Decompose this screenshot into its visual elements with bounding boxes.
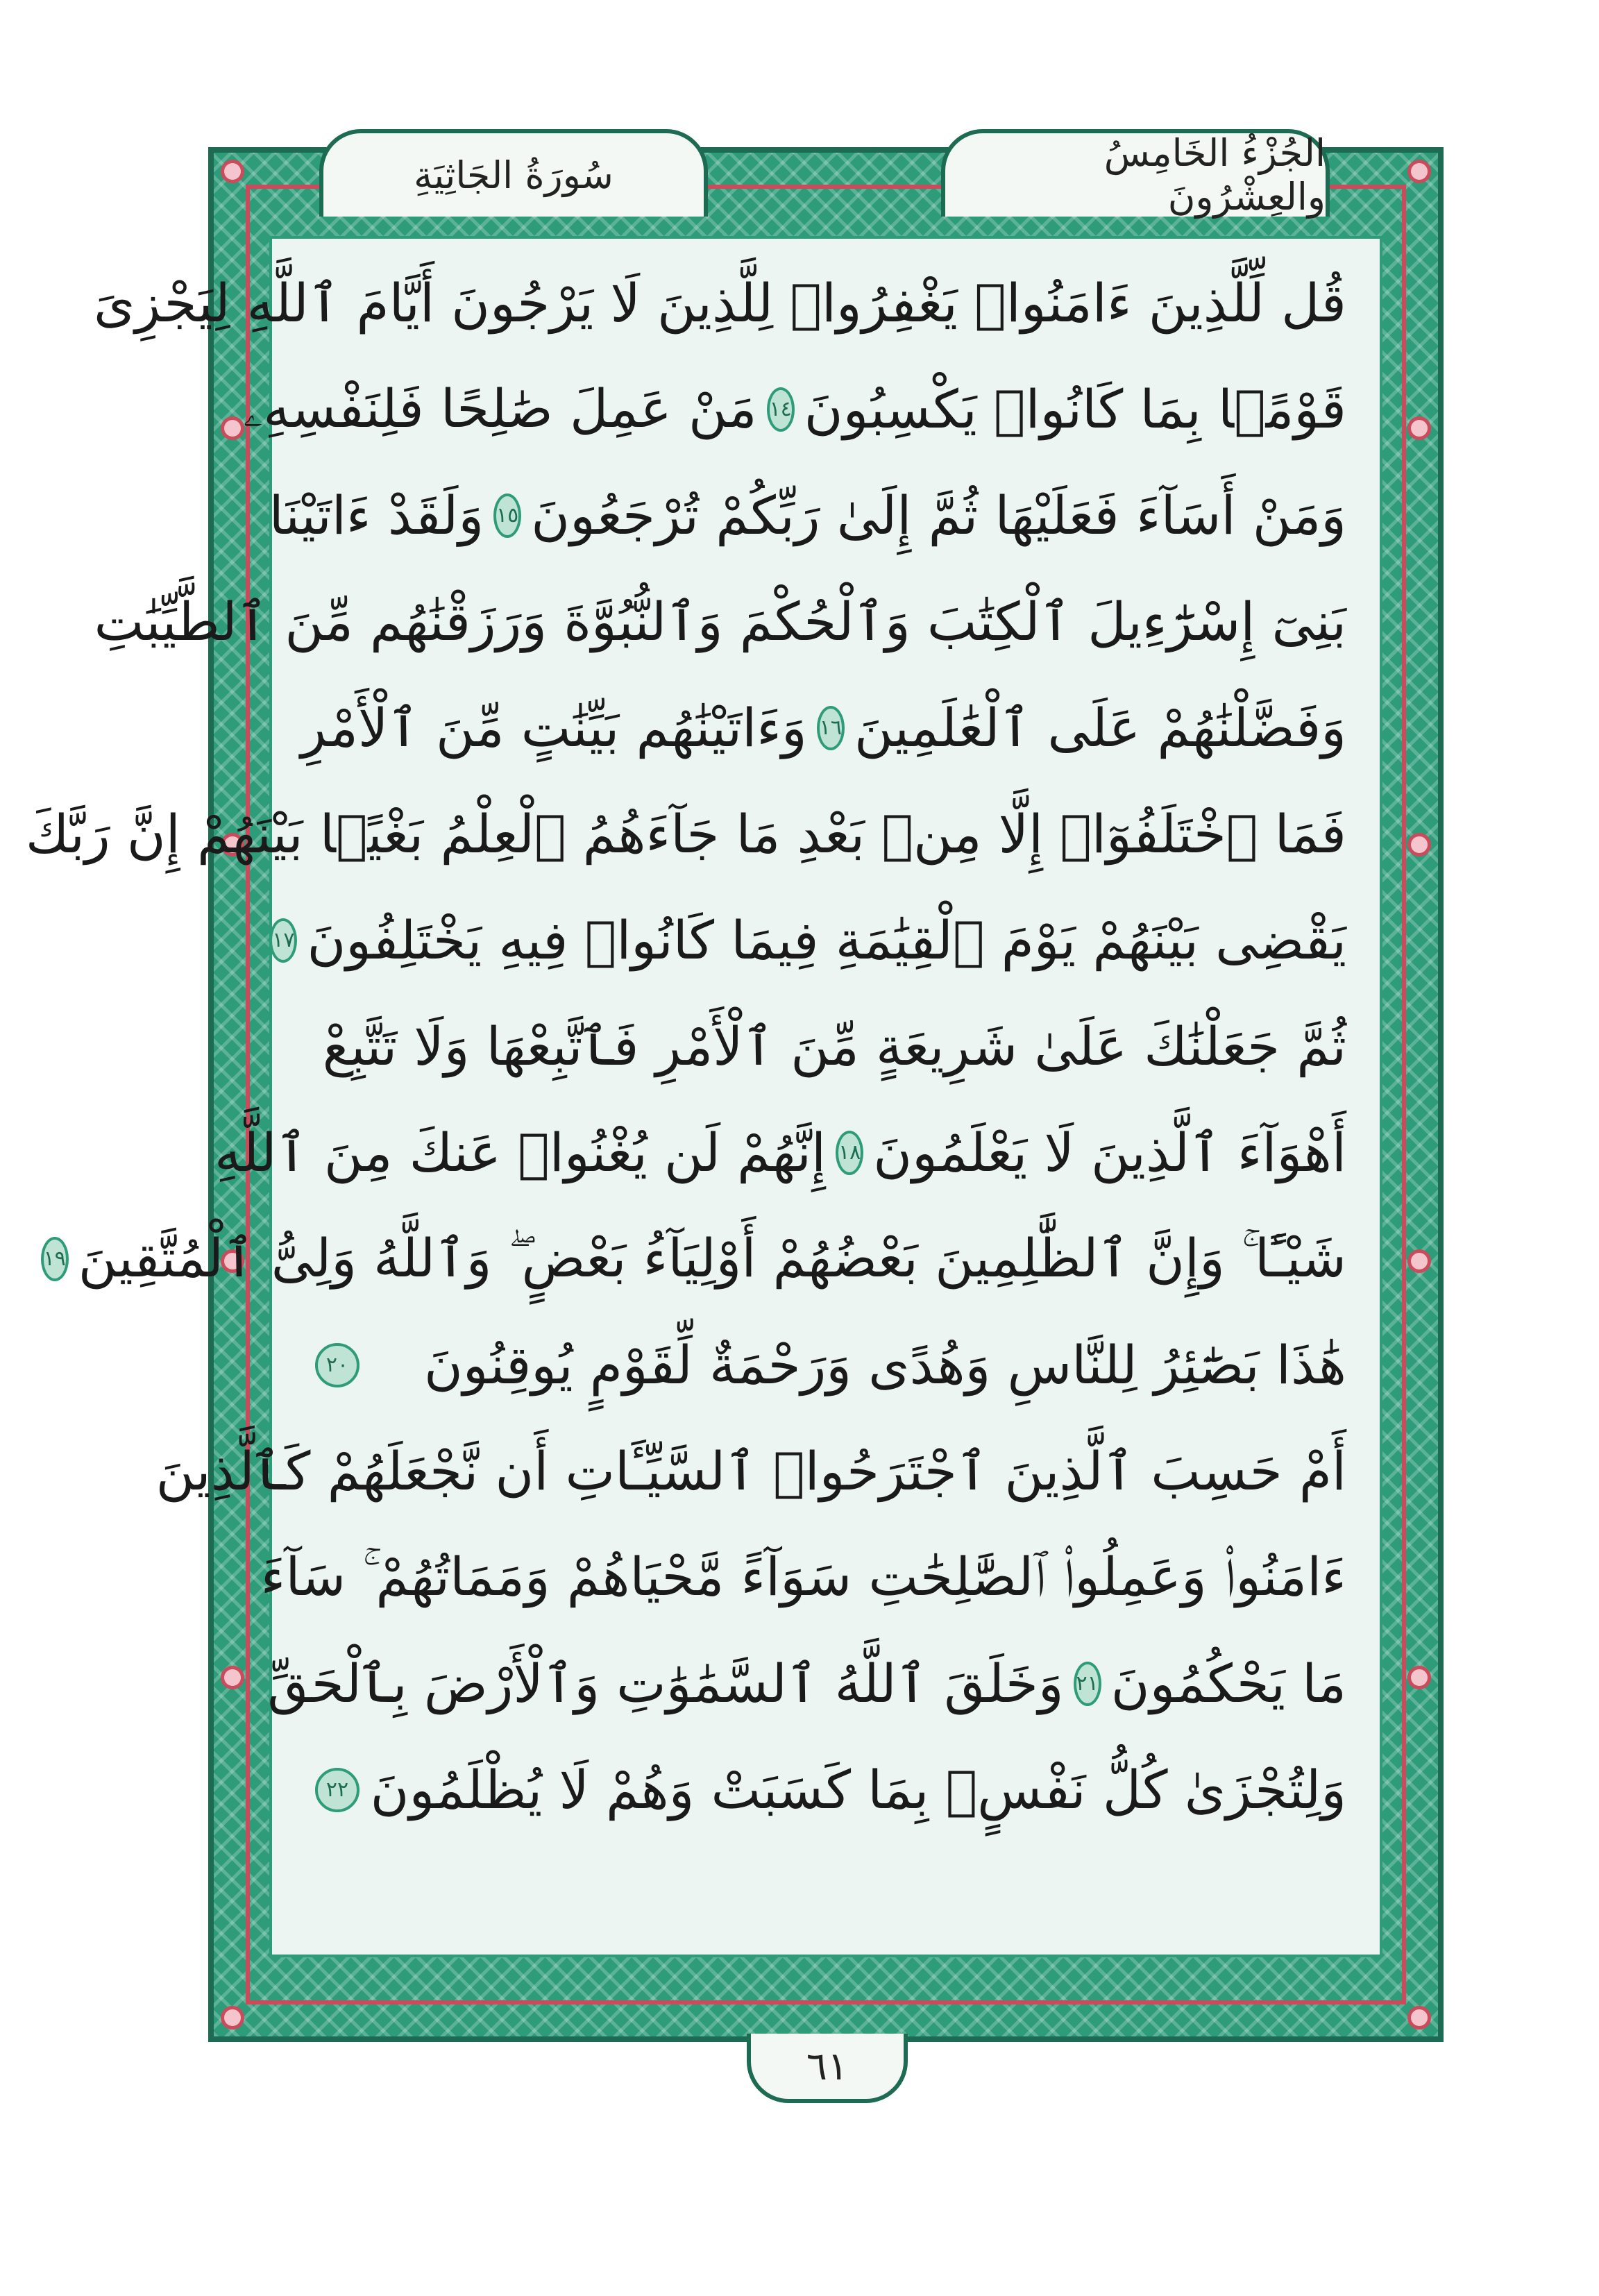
line-text: مَا يَحْكُمُونَ [1110, 1653, 1346, 1714]
verse-line-2 [243, 356, 1346, 462]
corner-rosette-icon [1407, 160, 1431, 183]
page-number: ٦١ [806, 2043, 849, 2089]
juz-header [941, 129, 1330, 217]
verse-line-6 [25, 781, 1346, 887]
line-text: قَوْمًۢا بِمَا كَانُوا۟ يَكْسِبُونَ [804, 378, 1346, 440]
line-text: مَنْ عَمِلَ صَٰلِحًا فَلِنَفْسِهِۦ [243, 378, 757, 439]
surah-name-header [319, 129, 708, 217]
verse-line-8 [305, 993, 1346, 1099]
verse-line-1 [94, 250, 1346, 356]
verse-line-11 [305, 1312, 1346, 1418]
border-rosette-icon [1407, 416, 1431, 440]
line-text: وَلَقَدْ ءَاتَيْنَا [269, 484, 484, 546]
line-text: وَءَاتَيْنَٰهُم بَيِّنَٰتٍ مِّنَ ٱلْأَمْرِ [301, 697, 807, 759]
border-rosette-icon [221, 1666, 244, 1689]
corner-rosette-icon [221, 2006, 244, 2029]
ayah-number-marker: ٢١ [1074, 1662, 1101, 1706]
corner-rosette-icon [221, 160, 244, 183]
verse-line-13 [260, 1524, 1346, 1630]
ayah-number-marker: ١٨ [836, 1131, 863, 1175]
ayah-number-marker: ١٦ [817, 706, 845, 750]
line-text: ثُمَّ جَعَلْنَٰكَ عَلَىٰ شَرِيعَةٍ مِّنَ ٱلْأَمْرِ فَٱتَّبِعْهَا وَلَا تَتَّبِعْ [322, 1015, 1346, 1077]
verse-line-7 [272, 887, 1346, 993]
verse-line-4 [94, 568, 1346, 675]
line-text: بَنِىٓ إِسْرَٰٓءِيلَ ٱلْكِتَٰبَ وَٱلْحُكْمَ وَٱلنُّبُوَّةَ وَرَزَقْنَٰهُم مِّنَ ٱلطَّيِّبَٰتِ [94, 591, 1346, 652]
line-text: قُل لِّلَّذِينَ ءَامَنُوا۟ يَغْفِرُوا۟ لِلَّذِينَ لَا يَرْجُونَ أَيَّامَ ٱللَّهِ لِيَجْزِىَ [94, 272, 1346, 334]
line-text: أَهْوَآءَ ٱلَّذِينَ لَا يَعْلَمُونَ [873, 1122, 1346, 1183]
border-rosette-icon [1407, 1666, 1431, 1689]
verse-line-5 [301, 675, 1346, 781]
ayah-number-marker: ١٩ [41, 1237, 69, 1281]
line-text: إِنَّهُمْ لَن يُغْنُوا۟ عَنكَ مِنَ ٱللَّهِ [214, 1122, 827, 1183]
verse-line-10 [43, 1206, 1346, 1312]
surah-name-label: سُورَةُ الجَاثِيَةِ [414, 153, 614, 197]
verse-line-14 [267, 1630, 1346, 1737]
corner-rosette-icon [1407, 2006, 1431, 2029]
ayah-number-marker: ٢٠ [315, 1343, 359, 1387]
line-text: فَمَا ٱخْتَلَفُوٓا۟ إِلَّا مِنۢ بَعْدِ مَا جَآءَهُمُ ٱلْعِلْمُ بَغْيًۢا بَيْنَهُمْ إِنَّ رَبَّكَ [25, 803, 1346, 865]
line-text: يَقْضِى بَيْنَهُمْ يَوْمَ ٱلْقِيَٰمَةِ فِيمَا كَانُوا۟ فِيهِ يَخْتَلِفُونَ [307, 909, 1346, 971]
line-text: وَفَضَّلْنَٰهُمْ عَلَى ٱلْعَٰلَمِينَ [854, 697, 1346, 759]
ayah-number-marker: ١٤ [767, 387, 795, 432]
verse-line-3 [269, 462, 1346, 568]
line-text: شَيْـًٔا ۚ وَإِنَّ ٱلظَّٰلِمِينَ بَعْضُهُمْ أَوْلِيَآءُ بَعْضٍ ۖ وَٱللَّهُ وَلِىُّ ٱلْمُتَّقِينَ [78, 1227, 1346, 1289]
ayah-number-marker: ١٧ [269, 918, 297, 963]
border-rosette-icon [1407, 1249, 1431, 1273]
ayah-number-marker: ١٥ [493, 493, 521, 538]
page-number-tab [747, 2034, 908, 2103]
juz-label: الجُزْءُ الخَامِسُ والعِشْرُونَ [1103, 131, 1326, 219]
ayah-number-marker: ٢٢ [315, 1768, 359, 1812]
verse-line-12 [155, 1418, 1346, 1524]
line-text: أَمْ حَسِبَ ٱلَّذِينَ ٱجْتَرَحُوا۟ ٱلسَّيِّـَٔاتِ أَن نَّجْعَلَهُمْ كَٱلَّذِينَ [155, 1440, 1346, 1502]
line-text: وَلِتُجْزَىٰ كُلُّ نَفْسٍۭ بِمَا كَسَبَتْ وَهُمْ لَا يُظْلَمُونَ [370, 1759, 1346, 1821]
line-text: وَمَنْ أَسَآءَ فَعَلَيْهَا ثُمَّ إِلَىٰ رَبِّكُمْ تُرْجَعُونَ [531, 484, 1346, 546]
border-rosette-icon [1407, 833, 1431, 856]
line-text: ءَامَنُوا۟ وَعَمِلُوا۟ ٱلصَّٰلِحَٰتِ سَوَآءً مَّحْيَاهُمْ وَمَمَاتُهُمْ ۚ سَآءَ [260, 1546, 1346, 1607]
verse-line-9 [214, 1099, 1346, 1206]
line-text: وَخَلَقَ ٱللَّهُ ٱلسَّمَٰوَٰتِ وَٱلْأَرْضَ بِٱلْحَقِّ [267, 1653, 1064, 1714]
verse-line-15 [305, 1737, 1346, 1843]
line-text: هَٰذَا بَصَٰٓئِرُ لِلنَّاسِ وَهُدًى وَرَحْمَةٌ لِّقَوْمٍ يُوقِنُونَ [423, 1334, 1346, 1396]
border-rosette-icon [221, 416, 244, 440]
verse-lines [25, 250, 1346, 1843]
